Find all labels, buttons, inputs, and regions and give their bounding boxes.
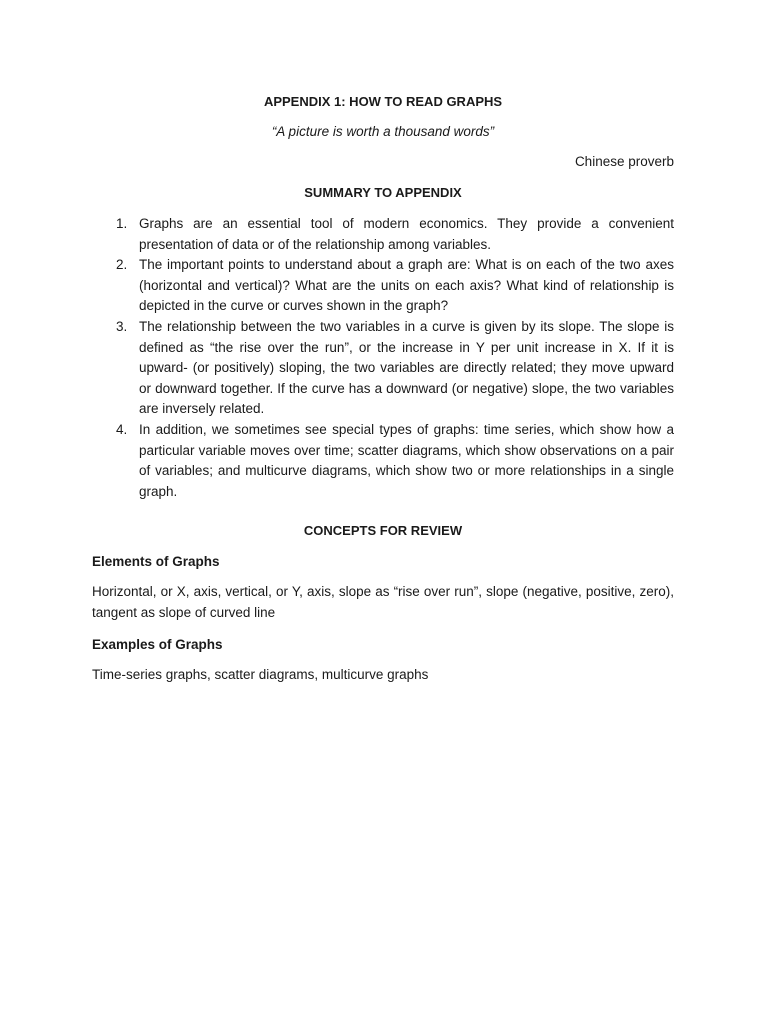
summary-item-number: 3. — [116, 318, 128, 334]
document-title: APPENDIX 1: HOW TO READ GRAPHS — [263, 94, 503, 109]
summary-item — [92, 214, 674, 255]
summary-item-text: The important points to understand about a graph are: What is on each of the two axes (horizontal and vertical)? What are the units on each axis? What kind of relationship is depicted in the curve or curves shown in the graph? — [139, 257, 674, 314]
epigraph-quote: “A picture is worth a thousand words” — [271, 124, 495, 139]
summary-item — [92, 420, 674, 502]
summary-item-text: Graphs are an essential tool of modern economics. They provide a convenient presentation of data or of the relationship among variables. — [139, 216, 674, 252]
elements-of-graphs-heading: Elements of Graphs — [92, 554, 220, 570]
summary-item-number: 2. — [116, 257, 128, 273]
elements-of-graphs-text: Horizontal, or X, axis, vertical, or Y, axis, slope as “rise over run”, slope (negative, positive, zero), tangent as slope of curved line — [92, 584, 674, 620]
summary-item-number: 1. — [116, 216, 128, 231]
summary-item-text: In addition, we sometimes see special types of graphs: time series, which show how a particular variable moves over time; scatter diagrams, which show observations on a pair of variables; and multicurve diagrams, which show two or more relationships in a single graph. — [139, 421, 674, 499]
quote-attribution: Chinese proverb — [574, 154, 674, 169]
document-page — [92, 92, 674, 685]
examples-of-graphs-heading: Examples of Graphs — [92, 636, 223, 652]
summary-item-text: The relationship between the two variables in a curve is given by its slope. The slope is defined as “the rise over the run”, or the increase in Y per unit increase in X. If it is upward- (or positively) sloping, the two variables are directly related; they move upward or downward together. If the curve has a downward (or negative) slope, the two variables are inversely related. — [139, 318, 674, 417]
summary-list — [92, 214, 674, 502]
summary-item — [92, 317, 674, 420]
examples-of-graphs-text: Time-series graphs, scatter diagrams, multicurve graphs — [92, 666, 429, 682]
summary-item-number: 4. — [116, 421, 128, 437]
summary-heading: SUMMARY TO APPENDIX — [304, 185, 462, 200]
concepts-heading: CONCEPTS FOR REVIEW — [303, 523, 463, 539]
summary-item — [92, 255, 674, 317]
